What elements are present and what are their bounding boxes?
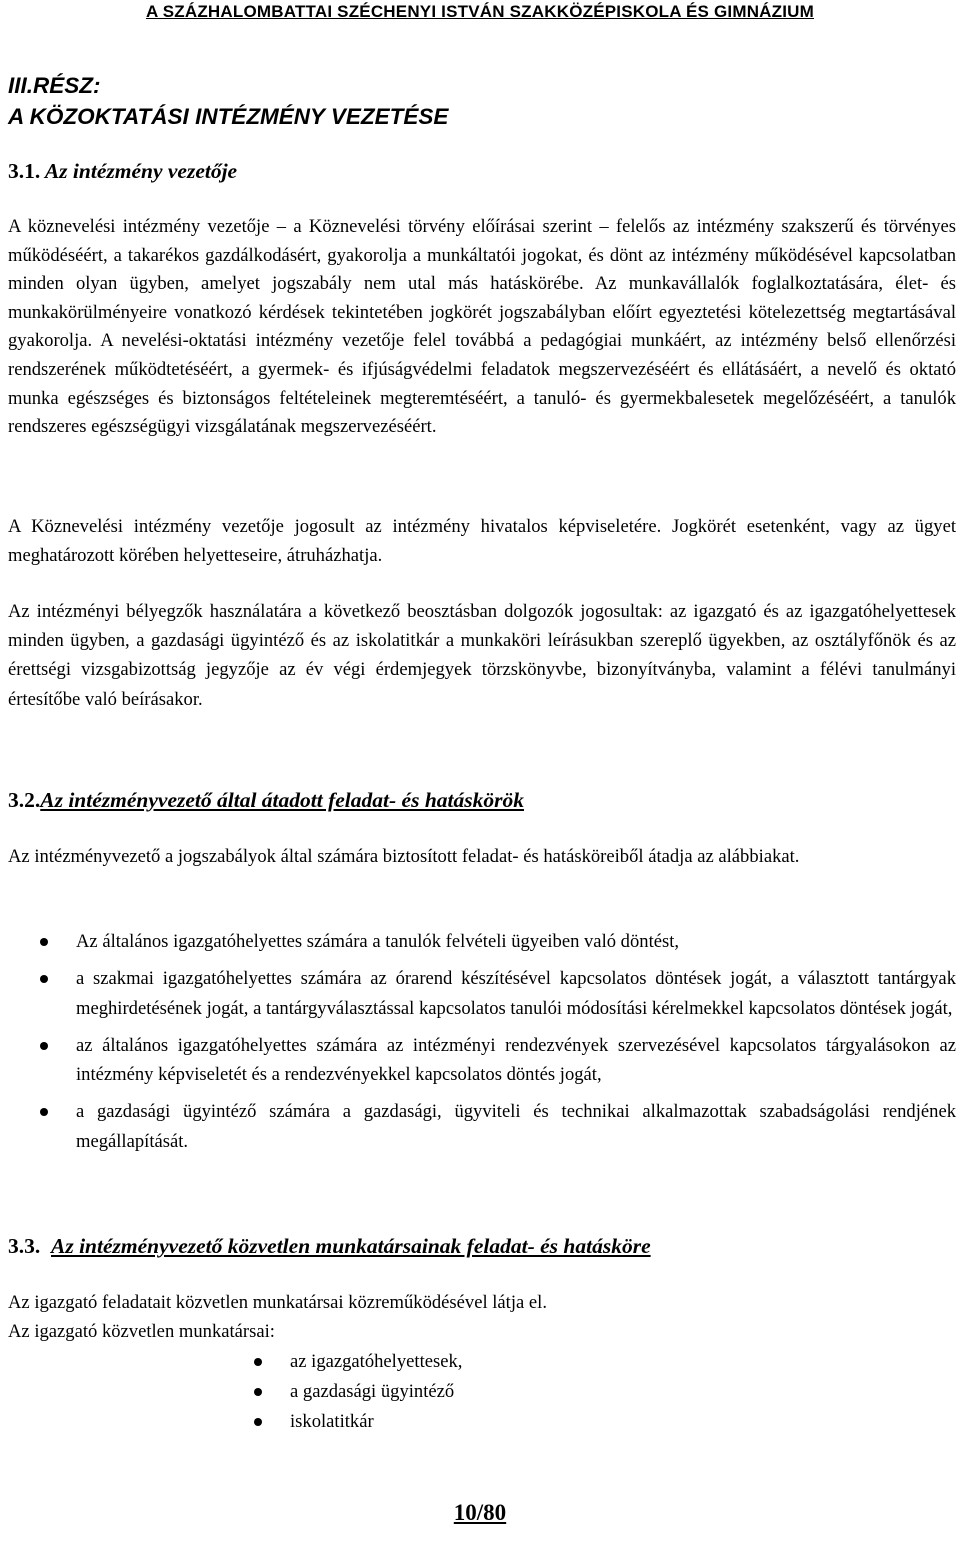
section-3-3-heading (8, 1234, 651, 1259)
section-3-1-paragraph-2: A Köznevelési intézmény vezetője jogosult az intézmény hivatalos képviseletére. Jogkörét esetenként, vagy az ügyet meghatározott körében helyetteseire, átruházhatja. (8, 516, 956, 567)
list-item-text: a gazdasági ügyintéző (290, 1381, 455, 1402)
section-3-3-line-2: Az igazgató közvetlen munkatársai: (8, 1321, 275, 1342)
list-item (8, 1377, 708, 1407)
direct-staff-list (8, 1347, 708, 1437)
section-3-1-paragraph-3: Az intézményi bélyegzők használatára a következő beosztásban dolgozók jogosultak: az igazgató és az igazgatóhelyettesek minden ügyben, a gazdasági ügyintéző és az iskolatitkár a munkaköri leírásukban szereplő ügyekben, az osztályfőnök és az érettségi vizsgabizottság jegyzője az év végi érdemjegyek törzskönyvbe, bizonyítványba, valamint a félévi tanulmányi értesítőbe való beírásakor. (8, 601, 956, 710)
section-title: Az intézmény vezetője (44, 159, 238, 183)
bullet-icon (254, 1388, 262, 1396)
list-item (8, 927, 956, 956)
list-item (8, 964, 956, 1023)
bullet-icon (254, 1418, 262, 1426)
section-number: 3.1. (8, 159, 41, 183)
bullet-icon (40, 938, 48, 946)
list-item (8, 1097, 956, 1156)
part-title (8, 70, 448, 132)
section-3-3-line-1: Az igazgató feladatait közvetlen munkatársai közreműködésével látja el. (8, 1292, 547, 1313)
section-title: Az intézményvezető által átadott feladat- és hatáskörök (40, 788, 524, 812)
list-item-text: az igazgatóhelyettesek, (290, 1351, 463, 1372)
section-3-2-heading (8, 788, 524, 813)
section-3-1-paragraph-1: A köznevelési intézmény vezetője – a Köznevelési törvény előírásai szerint – felelős az intézmény szakszerű és törvényes működéséért, a takarékos gazdálkodásért, gyakorolja a munkáltatói jogokat, és dönt az intézmény működésével kapcsolatban minden olyan ügyben, amelyet jogszabály nem utal más hatáskörébe. Az munkavállalók foglalkoztatására, élet- és munkakörülményeire vonatkozó kérdések tekintetében jogkörét jogszabályban előírt egyeztetési kötelezettség megtartásával gyakorolja. A nevelési-oktatási intézmény vezetője felel továbbá a pedagógiai munkáért, az intézmény belső ellenőrzési rendszerének működtetéséért, a gyermek- és ifjúságvédelmi feladatok megszervezéséért és ellátásáért, a nevelő és oktató munka egészséges és biztonságos feltételeinek megteremtéséért, a tanuló- és gyermekbalesetek megelőzéséért, a tanulók rendszeres egészségügyi vizsgálatának megszervezéséért. (8, 216, 956, 438)
list-item-text: az általános igazgatóhelyettes számára az intézményi rendezvények szervezésével kapcsolatos tárgyalásokon az intézmény képviseletét és a rendezvényekkel kapcsolatos döntés jogát, (76, 1034, 956, 1086)
list-item-text: a gazdasági ügyintéző számára a gazdasági, ügyviteli és technikai alkalmazottak szabadságolási rendjének megállapítását. (76, 1101, 956, 1152)
list-item-text: a szakmai igazgatóhelyettes számára az órarend készítésével kapcsolatos döntések jogát, a választott tantárgyak meghirdetésének jogát, a tantárgyválasztással kapcsolatos tanulói módosítási kérelmekkel kapcsolatos döntések jogát, (76, 968, 956, 1019)
list-item (8, 1407, 708, 1437)
section-number: 3.2. (8, 788, 41, 812)
list-item (8, 1347, 708, 1377)
section-title: Az intézményvezető közvetlen munkatársainak feladat- és hatásköre (51, 1234, 651, 1258)
bullet-icon (40, 975, 48, 983)
running-header: A SZÁZHALOMBATTAI SZÉCHENYI ISTVÁN SZAKKÖZÉPISKOLA ÉS GIMNÁZIUM (145, 2, 815, 21)
delegated-powers-list (8, 927, 956, 1164)
bullet-icon (254, 1358, 262, 1366)
list-item-text: Az általános igazgatóhelyettes számára a tanulók felvételi ügyeiben való döntést, (76, 931, 680, 952)
section-number: 3.3. (8, 1234, 41, 1258)
bullet-icon (40, 1042, 48, 1050)
bullet-icon (40, 1108, 48, 1116)
part-heading: A KÖZOKTATÁSI INTÉZMÉNY VEZETÉSE (8, 104, 449, 129)
section-3-2-intro: Az intézményvezető a jogszabályok által számára biztosított feladat- és hatásköreiből átadja az alábbiakat. (8, 846, 800, 867)
section-3-1-heading (8, 159, 237, 184)
list-item (8, 1031, 956, 1090)
list-item-text: iskolatitkár (290, 1411, 374, 1432)
part-number: III.RÉSZ: (8, 73, 101, 98)
page-number: 10/80 (453, 1500, 507, 1525)
